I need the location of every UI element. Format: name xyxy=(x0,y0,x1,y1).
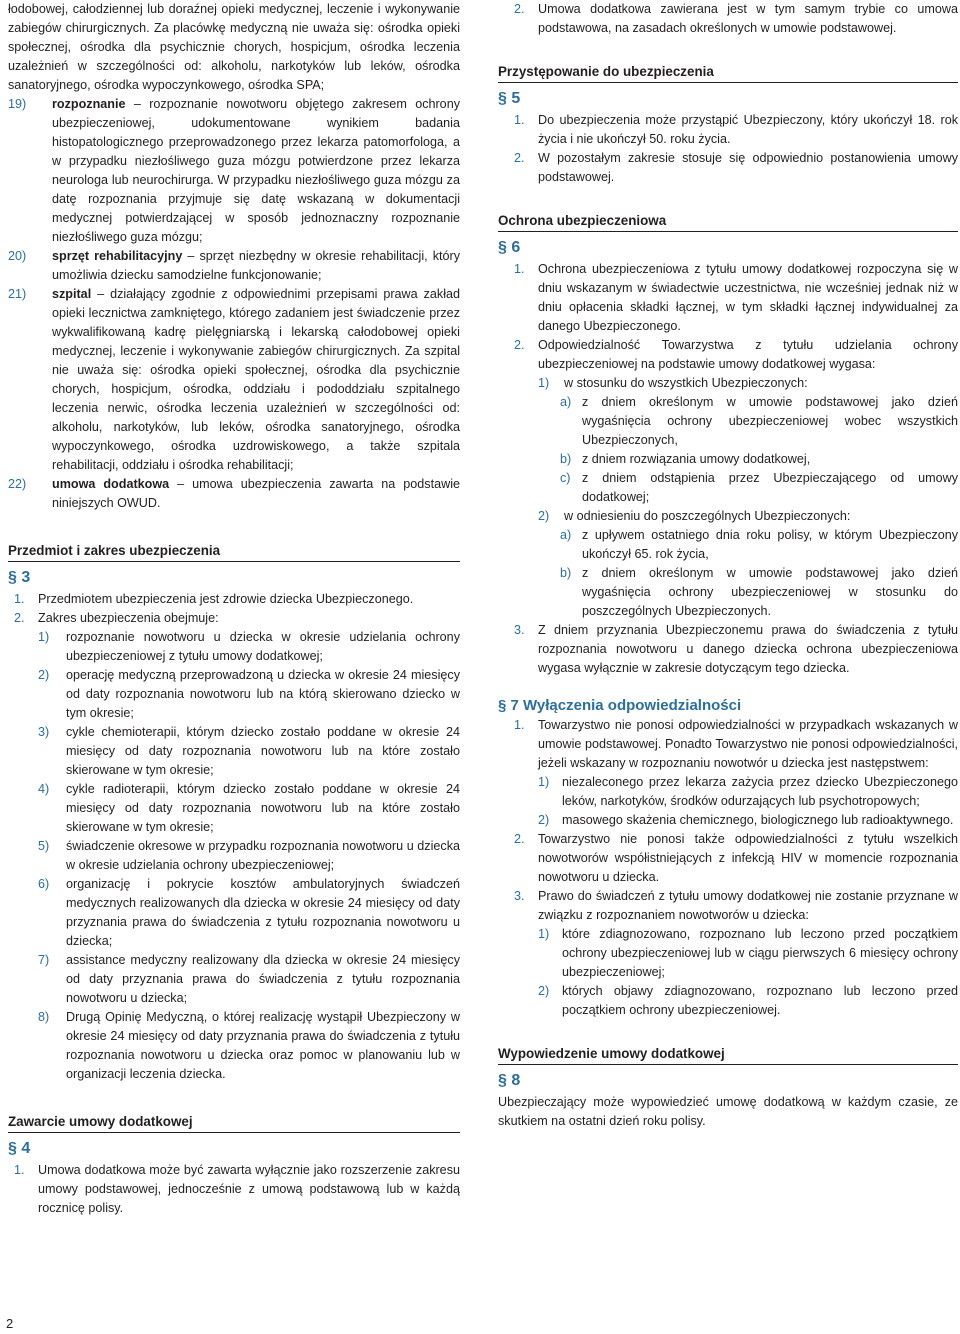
section-title-przedmiot: Przedmiot i zakres ubezpieczenia xyxy=(8,541,460,562)
list-item: 2. Towarzystwo nie ponosi także odpowiedzialności z tytułu wszelkich nowotworów współistniejących z infekcją HIV w momencie rozpoznania nowotworu u dziecka. xyxy=(514,832,958,884)
definition-18-continuation: łodobowej, całodziennej lub doraźnej opieki medycznej, leczenie i wykonywanie zabiegów chirurgicznych. Za placówkę medyczną nie uważa się: ośrodka opieki społecznej, ośrodka dla psychicznie chorych, hospicjum, ośrodka leczenia uzależnień w szczególności od: alkoholu, narkotyków lub leków, ośrodka sanatoryjnego, ośrodka wypoczynkowego, ośrodka SPA; xyxy=(8,2,460,92)
left-column xyxy=(8,0,460,1218)
list-item: 2) w odniesieniu do poszczególnych Ubezpieczonych: xyxy=(538,509,851,523)
list-item: b) z dniem określonym w umowie podstawowej jako dzień wygaśnięcia ochrony ubezpieczeniowej w stosunku do poszczególnych Ubezpieczonych. xyxy=(560,566,958,618)
wypowiedzenie-text: Ubezpieczający może wypowiedzieć umowę dodatkową w każdym czasie, ze skutkiem na ostatni dzień roku polisy. xyxy=(498,1095,958,1128)
list-item: 2. Umowa dodatkowa zawierana jest w tym samym trybie co umowa podstawowa, na zasadach określonych w umowie podstawowej. xyxy=(514,2,958,35)
paragraph-number-5: § 5 xyxy=(498,90,521,107)
right-column xyxy=(498,0,958,1131)
wylaczenia-sublist-1 xyxy=(498,773,958,830)
scope-sublist xyxy=(8,628,460,1084)
ochrona-sublist-1 xyxy=(498,393,958,507)
list-item: 1. Towarzystwo nie ponosi odpowiedzialności w przypadkach wskazanych w umowie podstawowej. Ponadto Towarzystwo nie ponosi odpowiedzialności, jeżeli wskazany w rozpoznaniu nowotwór u dziecka jest następstwem: xyxy=(514,718,958,770)
definition-term: sprzęt rehabilitacyjny xyxy=(52,249,183,263)
section-title-zawarcie: Zawarcie umowy dodatkowej xyxy=(8,1112,460,1133)
definition-term: umowa dodatkowa xyxy=(52,477,170,491)
list-item: 7) assistance medyczny realizowany dla dziecka w okresie 24 miesięcy od daty przyznania prawa do świadczenia z tytułu rozpoznania nowotworu u dziecka; xyxy=(38,953,460,1005)
section-title-ochrona: Ochrona ubezpieczeniowa xyxy=(498,211,958,232)
section-title-wylaczenia: § 7 Wyłączenia odpowiedzialności xyxy=(498,697,742,714)
definition-term: szpital xyxy=(52,287,92,301)
paragraph-number-6: § 6 xyxy=(498,239,521,256)
definition-term: rozpoznanie xyxy=(52,97,126,111)
wylaczenia-sublist-3 xyxy=(498,925,958,1020)
list-item: c) z dniem odstąpienia przez Ubezpieczającego od umowy dodatkowej; xyxy=(560,471,958,504)
section-title-przystepowanie: Przystępowanie do ubezpieczenia xyxy=(498,62,958,83)
list-item: 1) w stosunku do wszystkich Ubezpieczonych: xyxy=(538,376,808,390)
paragraph-number-4: § 4 xyxy=(8,1140,31,1157)
list-item: 2) których objawy zdiagnozowano, rozpoznano lub leczono przed początkiem ochrony ubezpieczeniowej. xyxy=(538,984,958,1017)
list-item: 1. Ochrona ubezpieczeniowa z tytułu umowy dodatkowej rozpoczyna się w dniu wskazanym w świadectwie uczestnictwa, nie wcześniej jednak niż w dniu opłacenia składki łącznej, w tym składki łącznej indywidualnej za danego Ubezpieczonego. xyxy=(514,262,958,333)
definition-19: 19) rozpoznanie – rozpoznanie nowotworu objętego zakresem ochrony ubezpieczeniowej, udokumentowane wynikiem badania histopatologicznego przeprowadzonego przez lekarza patomorfologa, a w przypadku niezłośliwego guza mózgu potwierdzone przez lekarza neurologa lub neurochirurga. W przypadku niezłośliwego guza mózgu za datę rozpoznania przyjmuje się datę wskazaną w dokumentacji medycznej potwierdzającej w sposób jednoznaczny rozpoznanie niezłośliwego guza mózgu; xyxy=(8,97,460,244)
list-item: 1. Umowa dodatkowa może być zawarta wyłącznie jako rozszerzenie zakresu umowy podstawowej, jednocześnie z umową podstawową lub w każdą rocznicę polisy. xyxy=(14,1163,460,1215)
list-item: a) z upływem ostatniego dnia roku polisy, w którym Ubezpieczony ukończył 65. rok życia, xyxy=(560,528,958,561)
section-title-wypowiedzenie: Wypowiedzenie umowy dodatkowej xyxy=(498,1044,958,1065)
list-item: 1) niezaleconego przez lekarza zażycia przez dziecko Ubezpieczonego leków, narkotyków, środków odurzających lub psychotropowych; xyxy=(538,775,958,808)
list-item: 2) masowego skażenia chemicznego, biologicznego lub radioaktywnego. xyxy=(538,813,954,827)
paragraph-number-3: § 3 xyxy=(8,569,31,586)
page-number: 2 xyxy=(6,1316,14,1331)
list-item: 2. Odpowiedzialność Towarzystwa z tytułu udzielania ochrony ubezpieczeniowej na podstawie umowy dodatkowej wygasa: xyxy=(514,338,958,371)
definition-21: 21) szpital – działający zgodnie z odpowiednimi przepisami prawa zakład opieki lecznictwa zamkniętego, którego zadaniem jest świadczenie przez wykwalifikowaną kadrę pielęgniarską i lekarską całodobowej opieki medycznej, leczenie i wykonywanie zabiegów chirurgicznych. Za szpital nie uważa się: ośrodka opieki społecznej, ośrodka dla psychicznie chorych, hospicjum, ośrodka, oddziału i pododdziału szpitalnego leczenia nerwic, ośrodka leczenia uzależnień w szczególności od: alkoholu, narkotyków, lub leków, ośrodka sanatoryjnego, ośrodka wypoczynkowego, ośrodka uzdrowiskowego, a także szpitala rehabilitacji, oddziału i ośrodka rehabilitacji; xyxy=(8,287,460,472)
list-item: 8) Drugą Opinię Medyczną, o której realizację wystąpił Ubezpieczony w okresie 24 miesięcy od daty przyznania prawa do świadczenia z tytułu rozpoznania nowotworu u dziecka oraz pomoc w planowaniu lub w organizacji leczenia dziecka. xyxy=(38,1010,460,1081)
list-item: 3) cykle chemioterapii, którym dziecko zostało poddane w okresie 24 miesięcy od daty rozpoznania nowotworu lub na które zostało skierowane w tym okresie; xyxy=(38,725,460,777)
paragraph-number-8: § 8 xyxy=(498,1072,521,1089)
definition-22: 22) umowa dodatkowa – umowa ubezpieczenia zawarta na podstawie niniejszych OWUD. xyxy=(8,477,461,510)
list-item: 5) świadczenie okresowe w przypadku rozpoznania nowotworu u dziecka w okresie udzielania ochrony ubezpieczeniowej; xyxy=(38,839,460,872)
list-item: 1. Przedmiotem ubezpieczenia jest zdrowie dziecka Ubezpieczonego. xyxy=(14,592,414,606)
list-item: 4) cykle radioterapii, którym dziecko zostało poddane w okresie 24 miesięcy od daty rozpoznania nowotworu lub na które zostało skierowane w tym okresie; xyxy=(38,782,460,834)
list-item: 1. Do ubezpieczenia może przystąpić Ubezpieczony, który ukończył 18. rok życia i nie ukończył 50. roku życia. xyxy=(514,113,958,146)
list-item: 1) które zdiagnozowano, rozpoznano lub leczono przed początkiem ochrony ubezpieczeniowej lub w ciągu pierwszych 6 miesięcy ochrony ubezpieczeniowej; xyxy=(538,927,958,979)
list-item: 2. W pozostałym zakresie stosuje się odpowiednio postanowienia umowy podstawowej. xyxy=(514,151,958,184)
list-item: 6) organizację i pokrycie kosztów ambulatoryjnych świadczeń medycznych realizowanych dla dziecka w okresie 24 miesięcy od daty przyznania prawa do świadczenia z tytułu rozpoznania nowotworu u dziecka; xyxy=(38,877,460,948)
list-item: b) z dniem rozwiązania umowy dodatkowej, xyxy=(560,452,811,466)
list-item: a) z dniem określonym w umowie podstawowej jako dzień wygaśnięcia ochrony ubezpieczeniowej wobec wszystkich Ubezpieczonych, xyxy=(560,395,958,447)
ochrona-sublist-2 xyxy=(498,526,958,621)
list-item: 3. Prawo do świadczeń z tytułu umowy dodatkowej nie zostanie przyznane w związku z rozpoznaniem nowotworów u dziecka: xyxy=(514,889,958,922)
list-item: 2) operację medyczną przeprowadzoną u dziecka w okresie 24 miesięcy od daty rozpoznania nowotworu lub na którą skierowano dziecko w tym okresie; xyxy=(38,668,460,720)
list-item: 1) rozpoznanie nowotworu u dziecka w okresie udzielania ochrony ubezpieczeniowej z tytułu umowy dodatkowej; xyxy=(38,630,460,663)
list-item: 3. Z dniem przyznania Ubezpieczonemu prawa do świadczenia z tytułu rozpoznania nowotworu u danego dziecka ochrona ubezpieczeniowa wygasa wyłącznie w zakresie dotyczącym tego dziecka. xyxy=(514,623,958,675)
list-item: 2. Zakres ubezpieczenia obejmuje: xyxy=(14,611,219,625)
definition-20: 20) sprzęt rehabilitacyjny – sprzęt niezbędny w okresie rehabilitacji, który umożliwia dziecku samodzielne funkcjonowanie; xyxy=(8,249,460,282)
